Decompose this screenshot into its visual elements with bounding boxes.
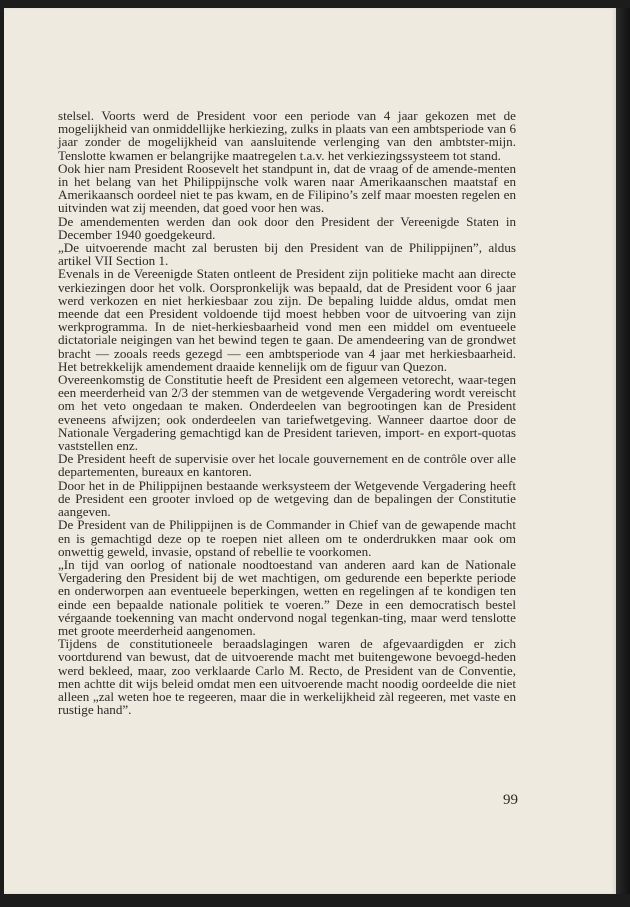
paragraph-1: stelsel. Voorts werd de President voor een periode van 4 jaar gekozen met de mogelijkheid van onmiddellijke herkiezing, zulks in plaats van een ambtsperiode van 6 jaar zonder de mogelijkheid van aansluitende verlenging van den ambtster-mijn. Tenslotte kwamen er belangrijke maatregelen t.a.v. het verkiezingssysteem tot stand. [58, 108, 516, 163]
paragraph-5: Evenals in de Vereenigde Staten ontleent de President zijn politieke macht aan directe verkiezingen door het volk. Oorspronkelijk was bepaald, dat de President voor 6 jaar werd verkozen en niet herkiesbaar zou zijn. De bepaling luidde aldus, omdat men meende dat een President voldoende tijd moest hebben voor de uitvoering van zijn werkprogramma. In de niet-herkiesbaarheid vond men een middel om eventueele dictatoriale neigingen van het bewind tegen te gaan. De amendeering van de grondwet bracht — zooals reeds gezegd — een ambtsperiode van 4 jaar met herkiesbaarheid. Het betrekkelijk amendement draaide kennelijk om de figuur van Quezon. [58, 266, 516, 374]
book-page [4, 8, 616, 894]
paragraph-11: Tijdens de constitutioneele beraadslagingen waren de afgevaardigden er zich voortdurend van bewust, dat de uitvoerende macht met buitengewone bevoegd-heden werd bekleed, maar, zoo verklaarde Carlo M. Recto, de President van de Conventie, men achtte dit wijs beleid omdat men een uitvoerende macht noodig oordeelde die niet alleen „zal weten hoe te regeeren, maar die in werkelijkheid zàl regeeren, met vaste en rustige hand”. [58, 636, 516, 718]
paragraph-3: De amendementen werden dan ook door den President der Vereenigde Staten in December 1940 goedgekeurd. [58, 213, 516, 242]
page-number: 99 [503, 792, 518, 808]
paragraph-2: Ook hier nam President Roosevelt het standpunt in, dat de vraag of de amende-menten in het belang van het Philippijnsche volk waren naar Amerikaanschen maatstaf en Amerikaansch oordeel niet te pas kwam, en de Filipino’s zelf maar moesten regelen en uitvinden wat zij meenden, dat goed voor hen was. [58, 160, 516, 216]
book-spine-edge [616, 8, 630, 894]
paragraph-7: De President heeft de supervisie over het locale gouvernement en de contrôle over alle departementen, bureaux en kantoren. [58, 451, 516, 480]
paragraph-10: „In tijd van oorlog of nationale noodtoestand van anderen aard kan de Nationale Vergadering den President bij de wet machtigen, om gedurende een beperkte periode en onderworpen aan eventueele beperkingen, wetten en regelingen af te kondigen ten einde een bepaalde nationale politiek te voeren.” Deze in een democratisch bestel vérgaande toekenning van macht ondervond nogal tegenkan-ting, maar werd tenslotte met groote meerderheid aangenomen. [58, 556, 516, 638]
paragraph-4: „De uitvoerende macht zal berusten bij den President van de Philippijnen”, aldus artikel VII Section 1. [58, 240, 516, 269]
paragraph-8: Door het in de Philippijnen bestaande werksysteem der Wetgevende Vergadering heeft de President een grooter invloed op de wetgeving dan de bepalingen der Constitutie aangeven. [58, 477, 516, 520]
paragraph-9: De President van de Philippijnen is de Commander in Chief van de gewapende macht en is gemachtigd deze op te roepen niet alleen om te onderdrukken maar ook om onwettig geweld, invasie, opstand of rebellie te voorkomen. [58, 517, 516, 559]
paragraph-6: Overeenkomstig de Constitutie heeft de President een algemeen vetorecht, waar-tegen een meerderheid van 2/3 der stemmen van de wetgevende Vergadering wordt vereischt om het veto ongedaan te maken. Onderdeelen van begrootingen kan de President eveneens afwijzen; ook onderdeelen van tariefwetgeving. Wanneer daartoe door de Nationale Vergadering gemachtigd kan de President tarieven, import- en export-quotas vaststellen enz. [58, 372, 516, 454]
body-text [58, 109, 516, 716]
